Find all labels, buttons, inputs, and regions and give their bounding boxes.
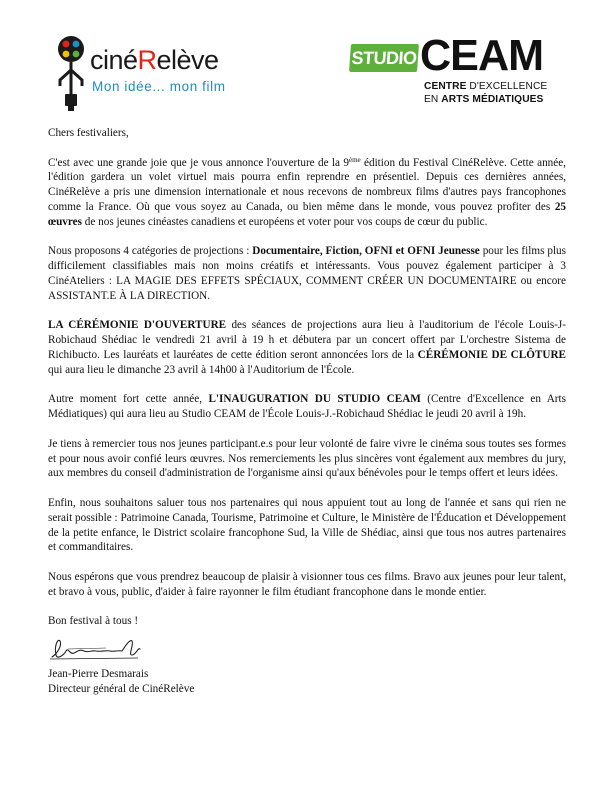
film-reel-mascot-icon (54, 34, 88, 112)
ceam-wordmark: CEAM (420, 31, 544, 80)
salutation: Chers festivaliers, (48, 127, 129, 139)
paragraph-closing-wishes: Nous espérons que vous prendrez beaucoup de plaisir à visionner tous ces films. Bravo aux jeunes pour leur talent, et bravo à vous, public, d'aider à faire rayonner le film étudiant francophone dans le monde entier. (48, 570, 566, 598)
studio-badge: STUDIO (349, 44, 419, 72)
signer-name: Jean-Pierre Desmarais (48, 668, 149, 681)
handwritten-signature (48, 633, 158, 665)
paragraph-categories: Nous proposons 4 catégories de projections : Documentaire, Fiction, OFNI et OFNI Jeunesse pour les films plus difficilement classifiables mais non moins créatifs et intéressants. Vous pouvez également participer à 3 CinéAteliers : LA MAGIE DES EFFETS SPÉCIAUX, COMMENT CRÉER UN DOCUMENTAIRE ou encore ASSISTANT.E À LA DIRECTION. (48, 245, 566, 302)
studio-ceam-logo (350, 31, 550, 114)
cinereleve-logo (54, 34, 254, 114)
paragraph-partners: Enfin, nous souhaitons saluer tous nos partenaires qui nous appuient tout au long de l'année et sans qui rien ne serait possible : Patrimoine Canada, Tourisme, Patrimoine et Culture, le Ministère de l'Éducation et Développement de la petite enfance, le District scolaire francophone Sud, la Ville de Shédiac, ainsi que tous nos autres partenaires et commanditaires. (48, 496, 566, 554)
letter-body (48, 126, 566, 697)
paragraph-announcement: C'est avec une grande joie que je vous annonce l'ouverture de la 9ème édition du Festival CinéRelève. Cette année, l'édition gardera un volet virtuel mais pourra enfin reprendre en présentiel. Depuis ces dernières années, CinéRelève a pris une dimension internationale et nous recevons de nombreux films d'autres pays francophones comme la France. Où que vous soyez au Canada, ou bien même dans le monde, vous pouvez profiter des 25 œuvres de nos jeunes cinéastes canadiens et européens et voter pour vos coups de cœur du public. (48, 155, 566, 228)
closing-line: Bon festival à tous ! (48, 615, 139, 628)
paragraph-inauguration: Autre moment fort cette année, L'INAUGURATION DU STUDIO CEAM (Centre d'Excellence en Arts Médiatiques) qui aura lieu au Studio CEAM de l'École Louis-J.-Robichaud Shédiac le jeudi 20 avril à 19h. (48, 393, 566, 421)
signer-title: Directeur général de CinéRelève (48, 682, 195, 695)
paragraph-ceremonies: LA CÉRÉMONIE D'OUVERTURE des séances de projections aura lieu à l'auditorium de l'école Louis-J-Robichaud Shédiac le vendredi 21 avril à 19 h et débutera par un concert offert par L'orchestre Sistema de Richibucto. Les lauréats et lauréates de cette édition seront annoncées lors de la CÉRÉMONIE DE CLÔTURE qui aura lieu le dimanche 23 avril à 14h00 à l'Auditorium de l'École. (48, 319, 566, 376)
signature-block (48, 633, 566, 697)
ceam-subtitle-line2: EN ARTS MÉDIATIQUES (424, 94, 544, 105)
letterhead (0, 0, 612, 120)
cinereleve-tagline: Mon idée... mon film (92, 79, 226, 94)
ceam-subtitle-line1: CENTRE D'EXCELLENCE (424, 81, 548, 92)
cinereleve-wordmark: cinéRelève (90, 45, 219, 75)
paragraph-thanks: Je tiens à remercier tous nos jeunes participant.e.s pour leur volonté de faire vivre le cinéma sous toutes ses formes et pour nous avoir confié leurs œuvres. Nos remerciements les plus sincères vont également aux membres du jury, aux membres du conseil d'administration de l'organisme ainsi qu'aux bénévoles pour le temps offert et leurs idées. (48, 437, 566, 480)
